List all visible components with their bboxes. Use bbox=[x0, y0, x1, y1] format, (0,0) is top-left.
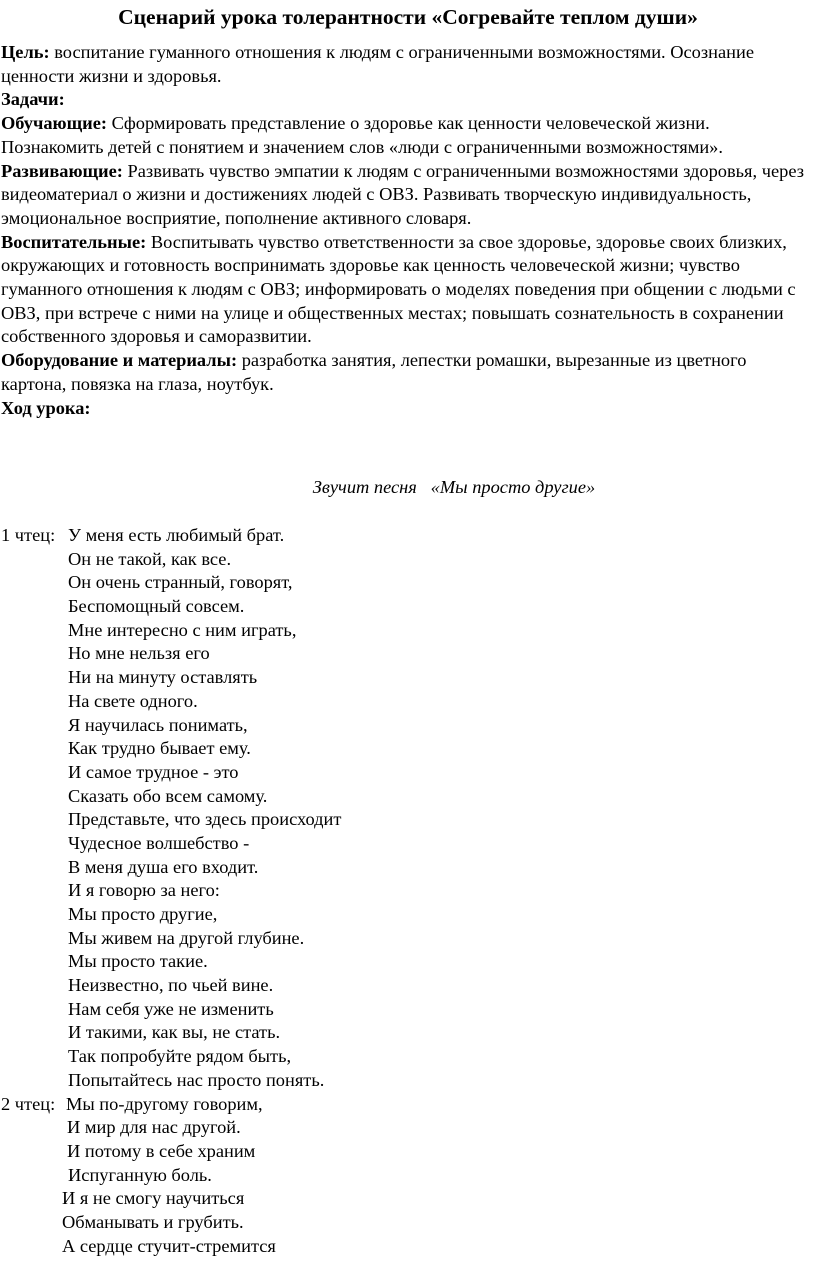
poem-line bbox=[1, 571, 816, 595]
poem-line bbox=[1, 1140, 816, 1164]
poem-line-text: Так попробуйте рядом быть, bbox=[68, 1046, 292, 1067]
poem-line bbox=[1, 1069, 816, 1093]
upbringing-paragraph bbox=[1, 231, 816, 350]
poem-line bbox=[1, 903, 816, 927]
poem-line bbox=[1, 595, 816, 619]
poem-line-text: Как трудно бывает ему. bbox=[68, 738, 251, 759]
equipment-label: Оборудование и материалы: bbox=[1, 350, 238, 371]
poem-line-text: Попытайтесь нас просто понять. bbox=[68, 1069, 325, 1090]
poem-line bbox=[1, 1235, 816, 1259]
goal-paragraph bbox=[1, 41, 816, 88]
reader-label: 1 чтец: bbox=[1, 525, 56, 545]
poem bbox=[1, 524, 816, 1258]
poem-line bbox=[1, 1187, 816, 1211]
poem-line-text: И потому в себе храним bbox=[67, 1140, 256, 1161]
poem-line bbox=[1, 619, 816, 643]
poem-line bbox=[1, 524, 816, 548]
poem-line bbox=[1, 737, 816, 761]
poem-line bbox=[1, 832, 816, 856]
developing-text: Развивать чувство эмпатии к людям с ограниченными возможностями здоровья, через видеоматериал о жизни и достижениях людей с ОВЗ. Развивать творческую индивидуальность, эмоциональное восприятие, пополнение активного словаря. bbox=[1, 160, 804, 228]
poem-line bbox=[1, 1164, 816, 1188]
poem-line-text: Мы просто такие. bbox=[68, 951, 208, 972]
educational-label: Обучающие: bbox=[1, 113, 108, 134]
tasks-heading bbox=[1, 88, 816, 112]
reader-label: 2 чтец: bbox=[1, 1093, 56, 1114]
poem-line bbox=[1, 1021, 816, 1045]
poem-line-text: И я не смогу научиться bbox=[62, 1188, 245, 1209]
poem-line-text: Испуганную боль. bbox=[68, 1164, 212, 1185]
poem-line-text: Мы по-другому говорим, bbox=[66, 1093, 263, 1114]
lesson-heading bbox=[1, 397, 816, 421]
poem-line-text: Обманывать и грубить. bbox=[62, 1211, 244, 1232]
poem-line-text: И такими, как вы, не стать. bbox=[68, 1022, 281, 1043]
poem-line bbox=[1, 785, 816, 809]
poem-line-text: И мир для нас другой. bbox=[67, 1117, 241, 1138]
goal-text: воспитание гуманного отношения к людям с ограниченными возможностями. Осознание ценности жизни и здоровья. bbox=[1, 42, 754, 86]
poem-line bbox=[1, 879, 816, 903]
poem-line bbox=[1, 761, 816, 785]
poem-line bbox=[1, 856, 816, 880]
poem-line bbox=[1, 1211, 816, 1235]
poem-line-text: Он очень странный, говорят, bbox=[68, 572, 293, 593]
poem-line bbox=[1, 666, 816, 690]
equipment-paragraph bbox=[1, 349, 816, 396]
poem-line bbox=[1, 1116, 816, 1140]
poem-line-text: Чудесное волшебство - bbox=[68, 832, 250, 853]
poem-line-text: Но мне нельзя его bbox=[68, 643, 210, 664]
poem-line bbox=[1, 998, 816, 1022]
poem-line-text: На свете одного. bbox=[68, 690, 198, 711]
poem-line bbox=[1, 548, 816, 572]
poem-line-text: Мы живем на другой глубине. bbox=[68, 927, 305, 948]
poem-line bbox=[1, 950, 816, 974]
equipment-text: разработка занятия, лепестки ромашки, вырезанные из цветного картона, повязка на глаза, ноутбук. bbox=[1, 350, 747, 394]
poem-line-text: И самое трудное - это bbox=[68, 761, 239, 782]
poem-line bbox=[1, 714, 816, 738]
poem-line-text: Неизвестно, по чьей вине. bbox=[68, 975, 274, 996]
document-title: Сценарий урока толерантности «Согревайте теплом души» bbox=[118, 5, 698, 29]
song-direction: Звучит песня «Мы просто другие» bbox=[312, 477, 596, 497]
poem-line-text: В меня душа его входит. bbox=[68, 856, 259, 877]
lesson-intro bbox=[1, 41, 816, 420]
poem-line-text: А сердце стучит-стремится bbox=[62, 1235, 276, 1256]
poem-line-text: Нам себя уже не изменить bbox=[68, 998, 274, 1019]
poem-line bbox=[1, 690, 816, 714]
poem-line-text: У меня есть любимый брат. bbox=[68, 525, 285, 545]
upbringing-label: Воспитательные: bbox=[1, 231, 147, 252]
poem-line-text: Я научилась понимать, bbox=[68, 714, 248, 735]
poem-line bbox=[1, 808, 816, 832]
goal-label: Цель: bbox=[1, 42, 50, 62]
poem-line-text: Мы просто другие, bbox=[68, 904, 218, 924]
poem-line-text: Он не такой, как все. bbox=[68, 548, 232, 569]
poem-line bbox=[1, 1093, 816, 1117]
educational-paragraph bbox=[1, 112, 816, 159]
poem-line-text: Представьте, что здесь происходит bbox=[68, 809, 342, 830]
poem-line-text: Сказать обо всем самому. bbox=[68, 785, 268, 806]
developing-label: Развивающие: bbox=[1, 160, 123, 181]
poem-line-text: И я говорю за него: bbox=[68, 880, 220, 901]
tasks-label: Задачи: bbox=[1, 89, 65, 110]
educational-text: Сформировать представление о здоровье как ценности человеческой жизни. Познакомить детей с понятием и значением слов «люди с ограниченными возможностями». bbox=[1, 113, 723, 157]
poem-line bbox=[1, 642, 816, 666]
lesson-label: Ход урока: bbox=[1, 397, 91, 418]
poem-line bbox=[1, 927, 816, 951]
poem-line bbox=[1, 1045, 816, 1069]
upbringing-text: Воспитывать чувство ответственности за свое здоровье, здоровье своих близких, окружающих и готовность воспринимать здоровье как ценность человеческой жизни; чувство гуманного отношения к людям с ОВЗ; информировать о моделях поведения при общении с людьми с ОВЗ, при встрече с ними на улице и общественных местах; повышать сознательность в сохранении собственного здоровья и саморазвитии. bbox=[1, 231, 796, 347]
developing-paragraph bbox=[1, 160, 816, 231]
poem-line-text: Ни на минуту оставлять bbox=[68, 667, 258, 688]
poem-line-text: Мне интересно с ним играть, bbox=[68, 619, 297, 640]
poem-line-text: Беспомощный совсем. bbox=[68, 596, 245, 617]
poem-line bbox=[1, 974, 816, 998]
